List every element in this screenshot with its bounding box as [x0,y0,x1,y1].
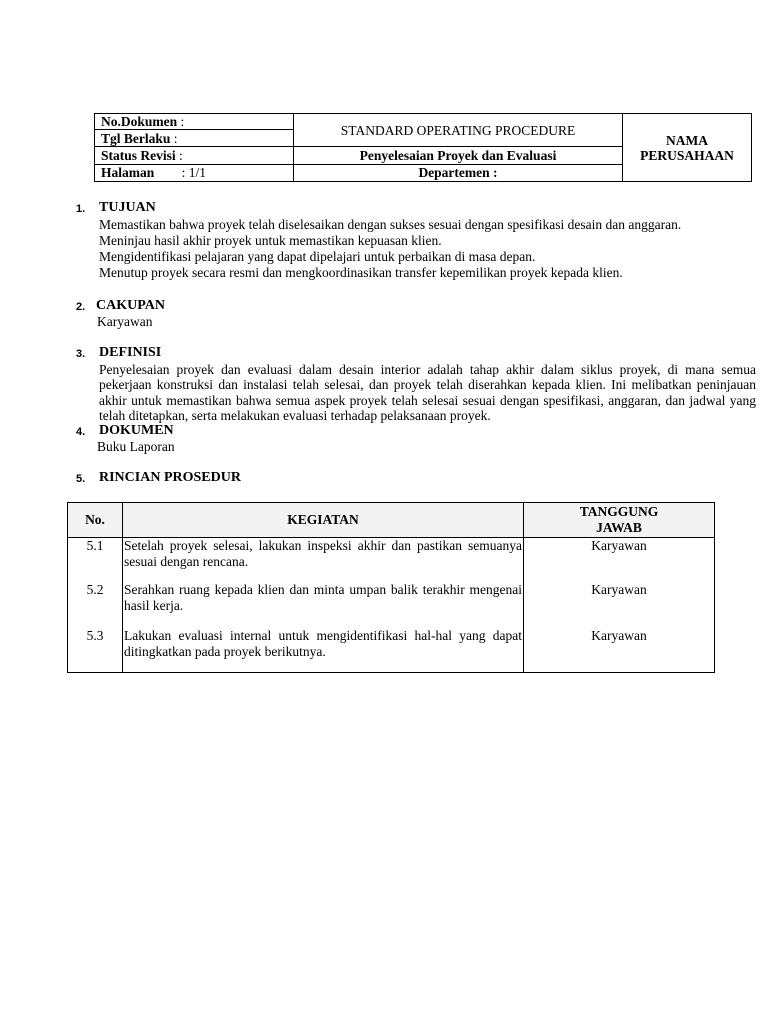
section-title: DEFINISI [99,345,162,360]
halaman-value: : 1/1 [181,165,207,181]
column-header-no: No. [68,503,123,538]
status-revisi-separator: : [179,148,183,164]
sop-title: STANDARD OPERATING PROCEDURE [294,114,623,147]
table-header-row [68,503,715,538]
no-dokumen-separator: : [180,114,185,130]
dokumen-text: Buku Laporan [97,439,175,454]
column-header-tanggung-jawab: TANGGUNG JAWAB [524,503,715,538]
departemen-label: Departemen : [294,164,623,181]
column-header-kegiatan: KEGIATAN [123,503,524,538]
section-title: RINCIAN PROSEDUR [99,470,241,485]
definisi-text: Penyelesaian proyek dan evaluasi dalam desain interior adalah tahap akhir dalam siklus proyek, di mana semua pekerjaan konstruksi dan instalasi telah selesai, dan proyek telah diserahkan kepada klien. Ini melibatkan peninjauan akhir untuk memastikan bahwa semua aspek proyek telah selesai sesuai dengan spesifikasi, anggaran, dan jadwal yang telah ditetapkan, serta melakukan evaluasi terhadap pelaksanaan proyek. [99,362,756,423]
section-number: 4. [76,426,86,438]
table-row [68,628,715,673]
halaman-cell [95,164,294,181]
section-title: DOKUMEN [99,423,174,438]
section-number: 2. [76,301,86,313]
tgl-berlaku-separator: : [173,130,178,146]
status-revisi-cell [95,147,294,164]
procedure-table [67,502,715,673]
row-responsible: Karyawan [524,628,715,673]
tujuan-line: Memastikan bahwa proyek telah diselesaikan dengan sukses sesuai dengan spesifikasi desain dan anggaran. [99,217,682,232]
row-responsible: Karyawan [524,538,715,583]
table-row [68,582,715,628]
cakupan-text: Karyawan [97,314,153,329]
section-title: CAKUPAN [96,298,165,313]
status-revisi-label: Status Revisi [101,148,176,164]
no-dokumen-cell [95,114,294,130]
row-activity: Setelah proyek selesai, lakukan inspeksi akhir dan pastikan semuanya sesuai dengan rencana. [123,538,524,583]
section-number: 3. [76,348,86,360]
row-number: 5.3 [68,628,123,673]
halaman-label: Halaman [101,165,155,181]
tujuan-line: Menutup proyek secara resmi dan mengkoordinasikan transfer kepemilikan proyek kepada klien. [99,265,623,280]
row-responsible: Karyawan [524,582,715,628]
sop-subtitle: Penyelesaian Proyek dan Evaluasi [294,147,623,164]
tujuan-line: Mengidentifikasi pelajaran yang dapat dipelajari untuk perbaikan di masa depan. [99,249,536,264]
row-activity: Serahkan ruang kepada klien dan minta umpan balik terakhir mengenai hasil kerja. [123,582,524,628]
section-title: TUJUAN [99,200,156,215]
tgl-berlaku-cell [95,130,294,147]
section-number: 5. [76,473,86,485]
row-activity: Lakukan evaluasi internal untuk mengidentifikasi hal-hal yang dapat ditingkatkan pada proyek berikutnya. [123,628,524,673]
section-number: 1. [76,203,86,215]
tgl-berlaku-label: Tgl Berlaku [101,130,171,146]
company-name: NAMA PERUSAHAAN [623,114,752,182]
row-number: 5.1 [68,538,123,583]
document-header-table [94,113,752,182]
row-number: 5.2 [68,582,123,628]
table-row [68,538,715,583]
tujuan-line: Meninjau hasil akhir proyek untuk memastikan kepuasan klien. [99,233,442,248]
no-dokumen-label: No.Dokumen [101,114,178,130]
